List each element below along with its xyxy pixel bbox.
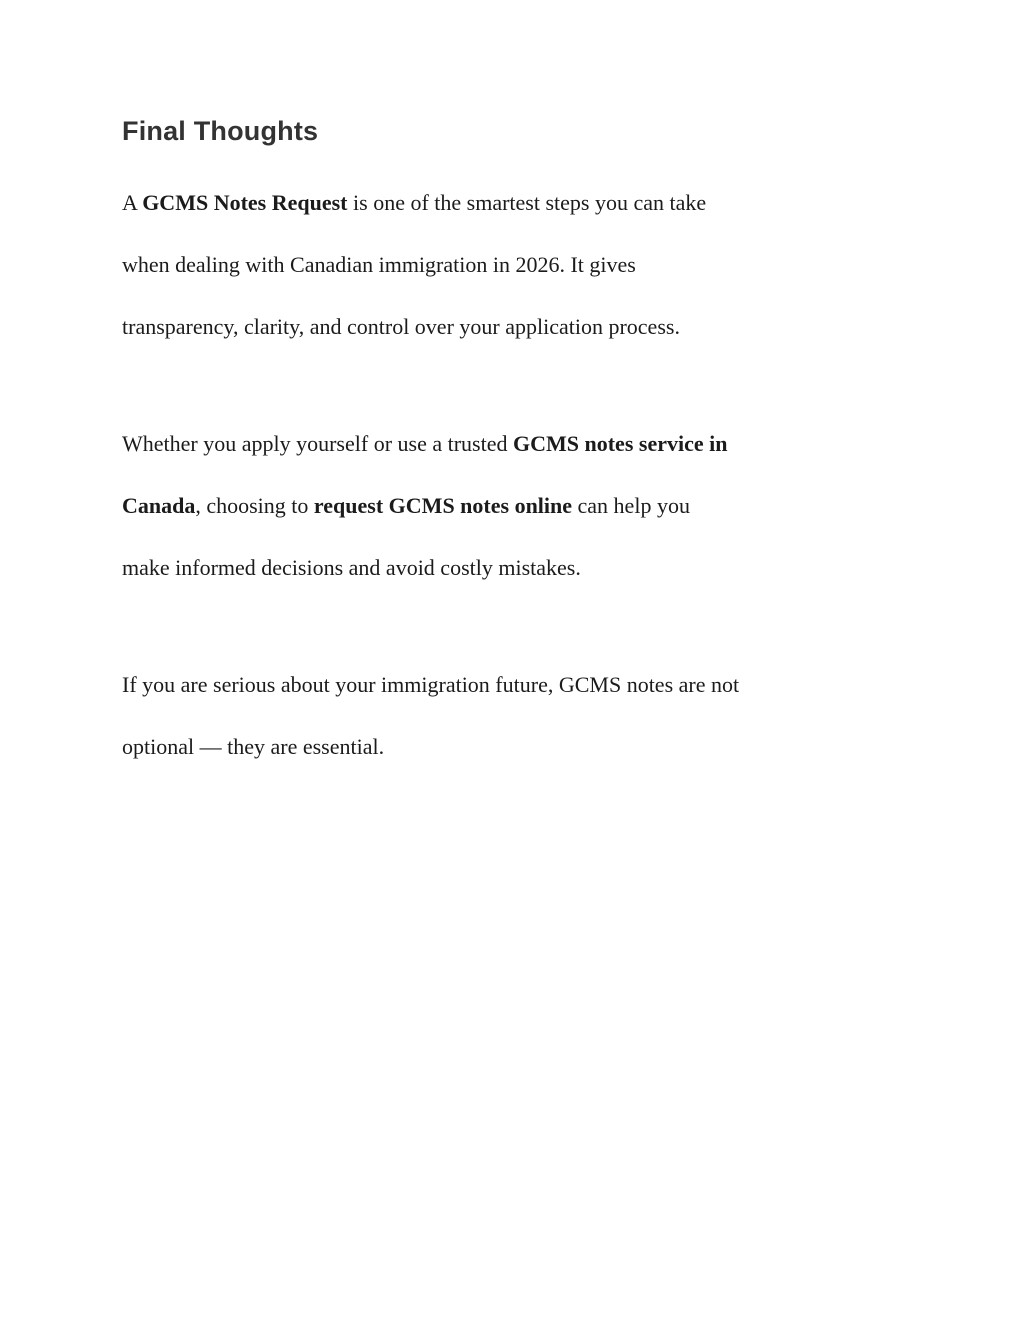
bold-text-segment: GCMS notes service in [513, 431, 728, 456]
text-segment: is one of the smartest steps you can take [347, 190, 707, 215]
text-line [122, 172, 902, 234]
text-line [122, 413, 902, 475]
text-segment: make informed decisions and avoid costly mistakes. [122, 555, 581, 580]
text-line [122, 537, 902, 599]
text-segment: , choosing to [195, 493, 314, 518]
text-line [122, 716, 902, 778]
bold-text-segment: Canada [122, 493, 196, 518]
bold-text-segment: GCMS Notes Request [142, 190, 348, 215]
paragraph [122, 654, 902, 778]
paragraph [122, 413, 902, 599]
paragraph [122, 172, 902, 358]
text-segment: can help you [572, 493, 690, 518]
text-segment: transparency, clarity, and control over your application process. [122, 314, 680, 339]
text-segment: If you are serious about your immigration future, GCMS notes are not [122, 672, 740, 697]
text-segment: when dealing with Canadian immigration in 2026. It gives [122, 252, 636, 277]
text-segment: A [122, 190, 143, 215]
text-line [122, 475, 902, 537]
document-body [122, 172, 902, 778]
bold-text-segment: request GCMS notes online [313, 493, 573, 518]
text-segment: optional — they are essential. [122, 734, 385, 759]
text-line [122, 654, 902, 716]
text-line [122, 234, 902, 296]
text-line [122, 296, 902, 358]
text-segment: Whether you apply yourself or use a trusted [122, 431, 513, 456]
section-heading: Final Thoughts [122, 116, 319, 146]
